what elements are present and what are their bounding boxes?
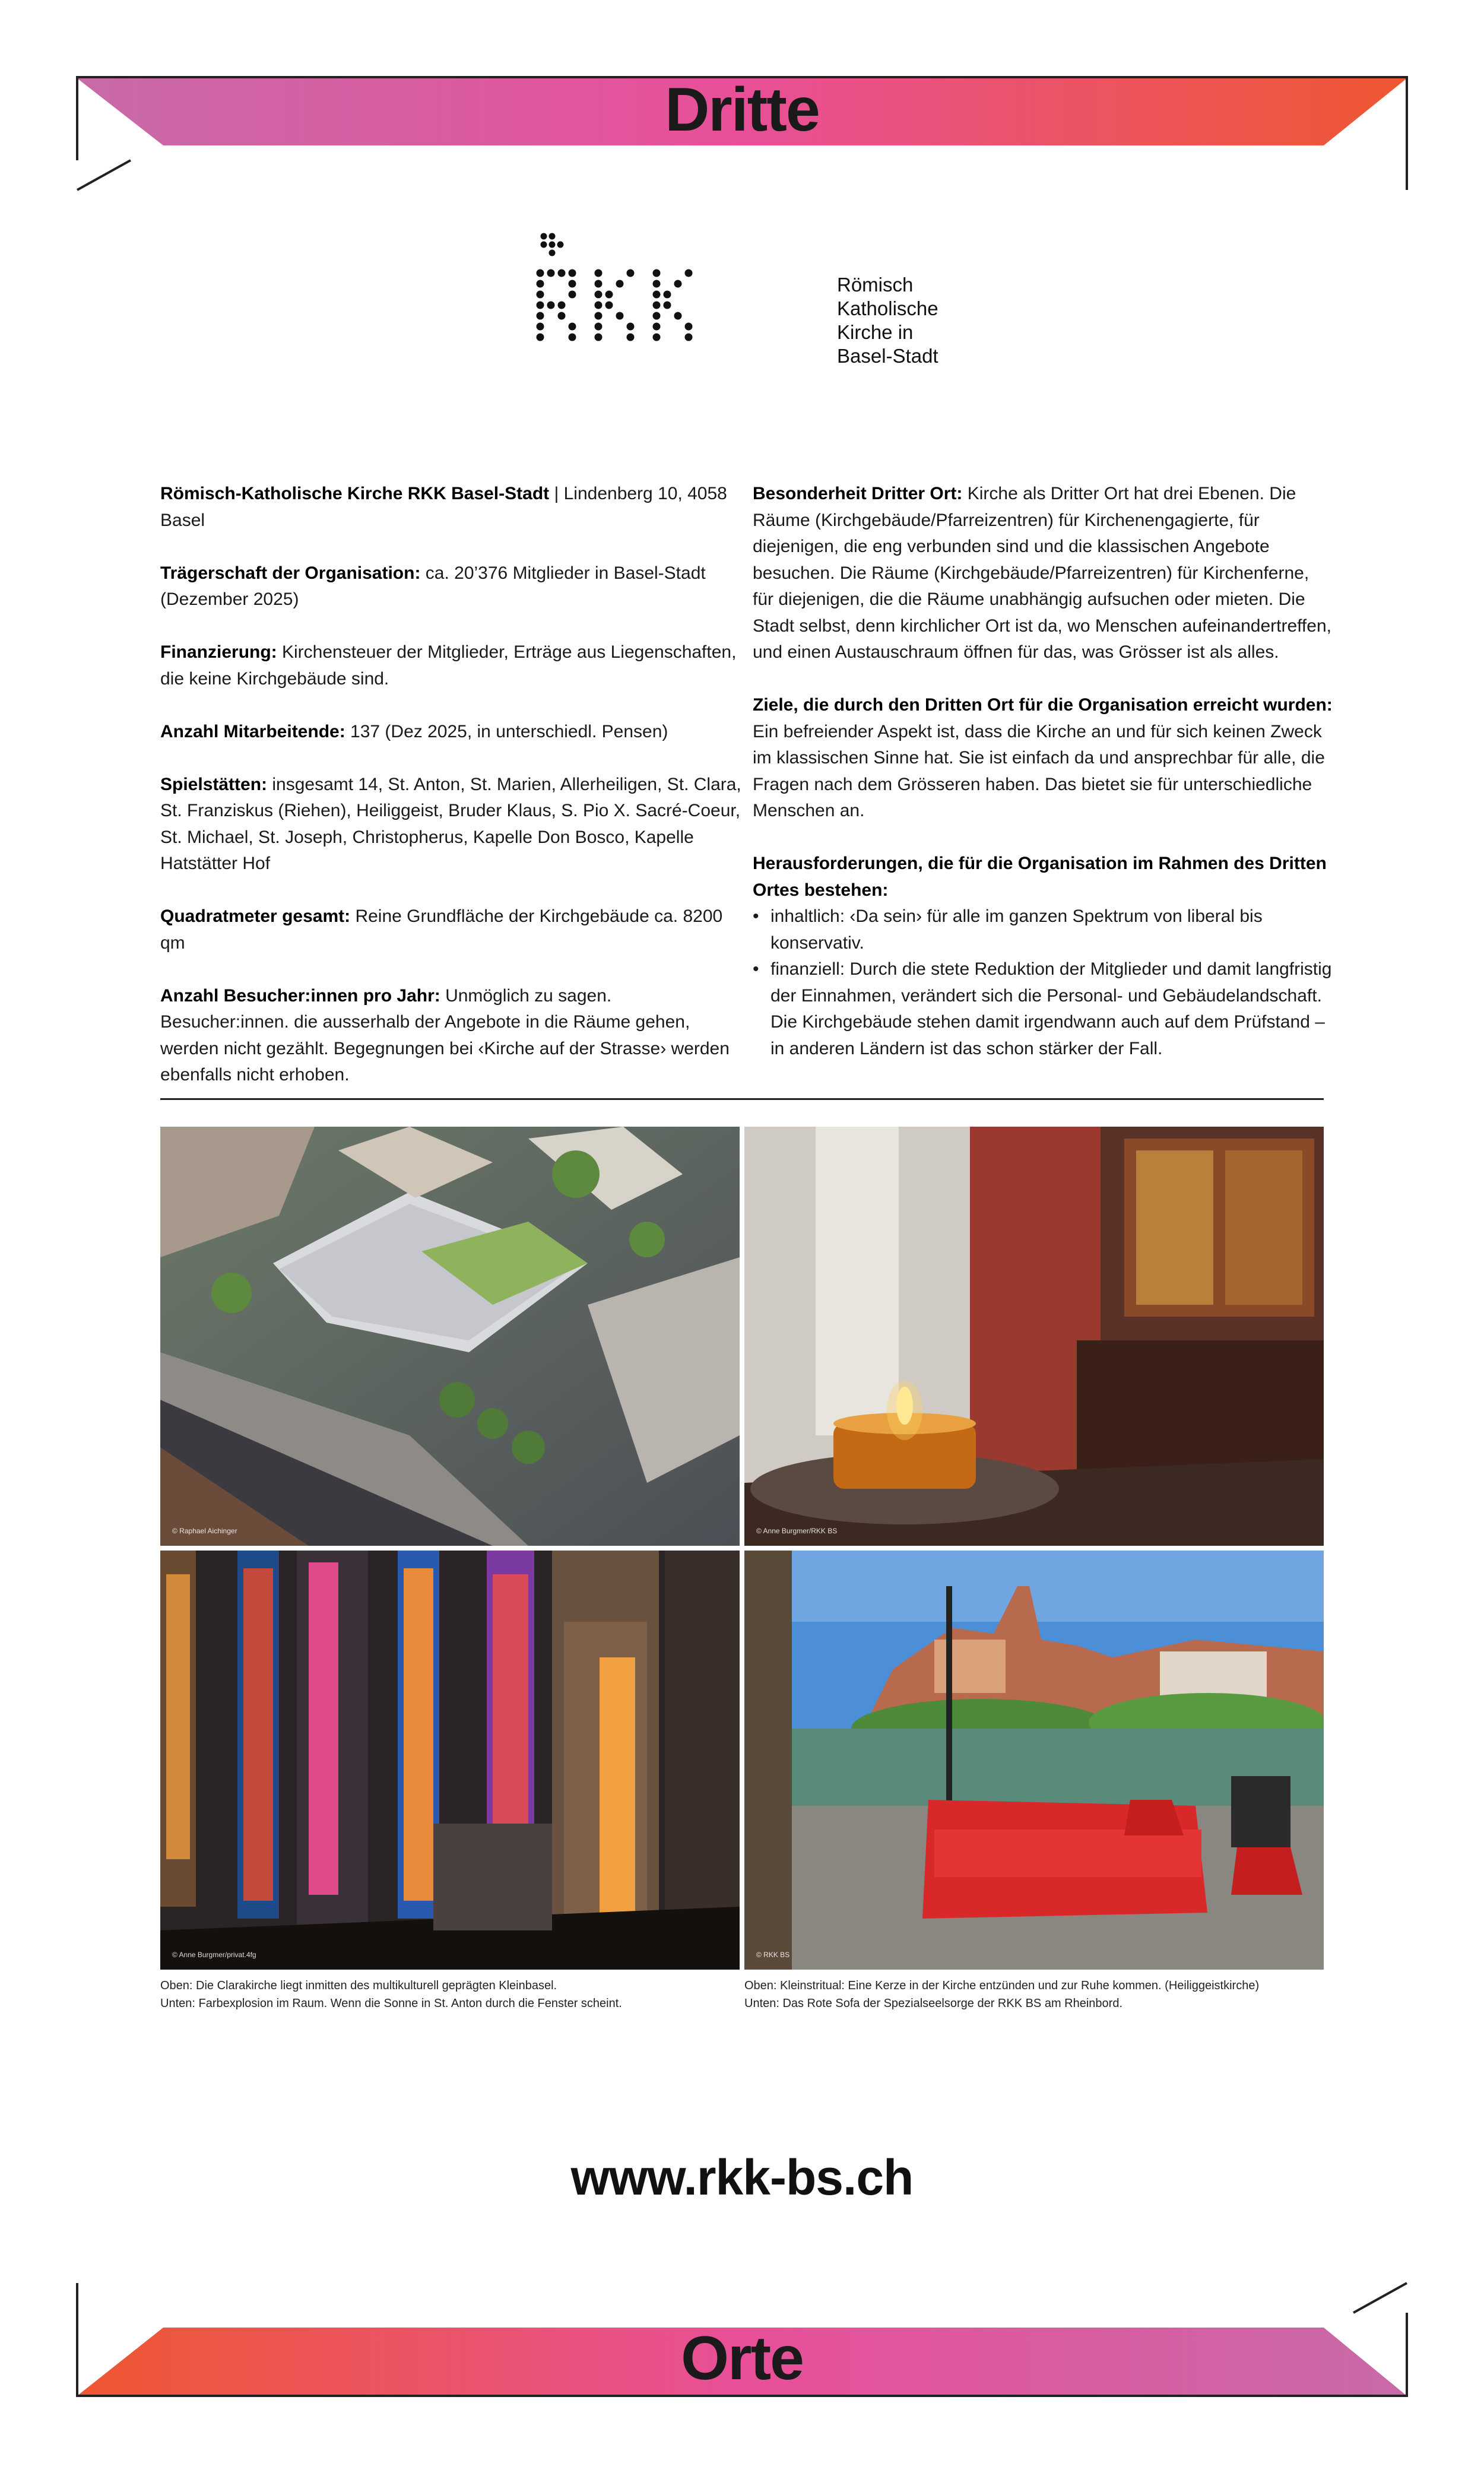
org-address: | Lindenberg 10, 4058 Basel (160, 484, 727, 530)
logo-dot (605, 302, 613, 309)
besonderheit-paragraph (753, 481, 1334, 666)
logo-dot (685, 270, 693, 277)
red-sofa-photo (744, 1551, 1324, 1970)
besucher-paragraph (160, 983, 745, 1089)
logo-dot (605, 291, 613, 299)
traegerschaft-text: ca. 20’376 Mitglieder in Basel-Stadt (Dezember 2025) (160, 563, 706, 609)
logo-dot (541, 233, 547, 240)
logo-dot (664, 291, 671, 299)
besonderheit-label: Besonderheit Dritter Ort: (753, 484, 963, 503)
caption-line: Unten: Farbexplosion im Raum. Wenn die Sonne in St. Anton durch die Fenster scheint. (160, 1997, 622, 2010)
logo-dot (558, 312, 566, 320)
logo-dot (595, 323, 603, 331)
caption-line: Oben: Kleinstritual: Eine Kerze in der Kirche entzünden und zur Ruhe kommen. (Heiliggeistkirche) (744, 1979, 1260, 1992)
logo-dot (537, 323, 544, 331)
herausforderungen-paragraph (753, 851, 1334, 903)
org-name: Römisch-Katholische Kirche RKK Basel-Stadt (160, 484, 550, 503)
logo-line-4: Basel-Stadt (837, 345, 938, 367)
mitarbeitende-label: Anzahl Mitarbeitende: (160, 721, 345, 741)
logo-dot (569, 270, 576, 277)
logo-dot (541, 242, 547, 248)
footer-banner (0, 2277, 1484, 2431)
logo-dot (549, 242, 556, 248)
logo-dot (595, 312, 603, 320)
logo-dot (595, 334, 603, 341)
logo-dot (653, 280, 661, 288)
besucher-text: Unmöglich zu sagen. Besucher:innen. die ausserhalb der Angebote in die Räume gehen, werden nicht gezählt. Begegnungen bei ‹Kirche auf der Strasse› werden ebenfalls nicht erhoben. (160, 985, 730, 1085)
logo-dot (653, 291, 661, 299)
logo-dot (569, 280, 576, 288)
quadratmeter-text: Reine Grundfläche der Kirchgebäude ca. 8200 qm (160, 906, 723, 953)
logo-dot (537, 312, 544, 320)
logo-dot (558, 302, 566, 309)
header-banner (0, 65, 1484, 220)
caption-line: Oben: Die Clarakirche liegt inmitten des multikulturell geprägten Kleinbasel. (160, 1979, 557, 1992)
photo-credit: © Anne Burgmer/privat.4fg (172, 1951, 256, 1959)
quadratmeter-label: Quadratmeter gesamt: (160, 906, 351, 926)
logo-dot (549, 250, 556, 256)
spielstaetten-text: insgesamt 14, St. Anton, St. Marien, Allerheiligen, St. Clara, St. Franziskus (Riehen), Heiliggeist, Bruder Klaus, S. Pio X. Sacré-Coeur, St. Michael, St. Joseph, Christopherus, Kapelle Don Bosco, Kapelle Hatstätter Hof (160, 774, 741, 873)
logo-dot (558, 270, 566, 277)
aerial-city-photo (160, 1127, 740, 1546)
logo-dot (537, 280, 544, 288)
mitarbeitende-text: 137 (Dez 2025, in unterschiedl. Pensen) (345, 721, 668, 741)
website-url[interactable]: www.rkk-bs.ch (570, 2149, 914, 2205)
caption-line: Unten: Das Rote Sofa der Spezialseelsorge der RKK BS am Rheinbord. (744, 1997, 1123, 2010)
logo-dot (595, 280, 603, 288)
quadratmeter-paragraph (160, 903, 745, 956)
logo-dot (653, 302, 661, 309)
mitarbeitende-paragraph (160, 719, 745, 746)
logo-dot (616, 280, 624, 288)
photo-credit: © Raphael Aichinger (172, 1527, 237, 1535)
photo-credit: © RKK BS (756, 1951, 790, 1959)
logo-dot (537, 302, 544, 309)
logo-dot (547, 302, 555, 309)
logo-dot (557, 242, 564, 248)
logo-dot (616, 312, 624, 320)
finanzierung-paragraph (160, 639, 745, 692)
logo-dot (627, 334, 635, 341)
list-item: • finanziell: Durch die stete Reduktion der Mitglieder und damit langfristig der Einnahmen, verändert sich die Personal- und Gebäudelandschaft. Die Kirchgebäude stehen damit irgendwann auch auf dem Prüfstand – in anderen Ländern ist das schon stärker der Fall. (753, 956, 1334, 1062)
logo-line-2: Katholische (837, 297, 938, 319)
logo-dot (537, 334, 544, 341)
spielstaetten-paragraph (160, 772, 745, 877)
traegerschaft-paragraph (160, 560, 745, 613)
ziele-paragraph (753, 692, 1334, 825)
left-column (160, 481, 745, 1115)
footer-title: Orte (681, 2324, 803, 2393)
logo-dot (674, 280, 682, 288)
spielstaetten-label: Spielstätten: (160, 774, 268, 794)
logo-dot (595, 270, 603, 277)
logo-dot (569, 323, 576, 331)
logo-dot (537, 291, 544, 299)
logo-dot (569, 291, 576, 299)
logo-dot (537, 270, 544, 277)
traegerschaft-label: Trägerschaft der Organisation: (160, 563, 421, 583)
logo-dot (595, 291, 603, 299)
herausforderungen-list (753, 903, 1334, 1062)
logo-dot (627, 323, 635, 331)
logo-dot (547, 270, 555, 277)
stained-glass-photo (160, 1551, 740, 1970)
logo-dot (627, 270, 635, 277)
right-column (753, 481, 1334, 1062)
rkk-logo (534, 232, 962, 374)
ziele-text: Ein befreiender Aspekt ist, dass die Kirche an und für sich keinen Zweck im klassischen Sinne hat. Sie ist einfach da und ansprechbar für alle, die Fragen nach dem Grösseren haben. Das bietet sie für unterschiedliche Menschen an. (753, 721, 1325, 820)
caption-left (160, 1977, 742, 2012)
candle-photo (744, 1127, 1324, 1546)
besonderheit-text: Kirche als Dritter Ort hat drei Ebenen. Die Räume (Kirchgebäude/Pfarreizentren) für Kirchenengagierte, für diejenigen, die eng verbunden sind und die klassischen Angebote besuchen. Die Räume (Kirchgebäude/Pfarreizentren) für Kirchenferne, für diejenigen, die die Räume unabhängig aufsuchen oder mieten. Die Stadt selbst, denn kirchlicher Ort ist da, wo Menschen aufeinandertreffen, und einen Austauschraum öffnen für das, was Grösser ist als alles. (753, 484, 1331, 662)
herausforderungen-label: Herausforderungen, die für die Organisation im Rahmen des Dritten Ortes bestehen: (753, 854, 1327, 900)
logo-dot (653, 323, 661, 331)
list-item: • inhaltlich: ‹Da sein› für alle im ganzen Spektrum von liberal bis konservativ. (753, 903, 1334, 956)
logo-dot (685, 323, 693, 331)
besucher-label: Anzahl Besucher:innen pro Jahr: (160, 985, 440, 1006)
logo-dot (653, 334, 661, 341)
logo-dot (653, 312, 661, 320)
logo-dot (569, 334, 576, 341)
logo-subtitle (837, 273, 938, 368)
logo-line-1: Römisch (837, 274, 914, 296)
finanzierung-label: Finanzierung: (160, 642, 277, 662)
logo-dot (595, 302, 603, 309)
ziele-label: Ziele, die durch den Dritten Ort für die Organisation erreicht wurden: (753, 695, 1333, 715)
logo-dot (653, 270, 661, 277)
logo-dot (674, 312, 682, 320)
section-divider (160, 1098, 1324, 1100)
logo-line-3: Kirche in (837, 321, 914, 343)
logo-dot (685, 334, 693, 341)
address-paragraph (160, 481, 745, 534)
photo-credit: © Anne Burgmer/RKK BS (756, 1527, 838, 1535)
header-title: Dritte (665, 75, 819, 144)
logo-dot (664, 302, 671, 309)
caption-right (744, 1977, 1326, 2012)
finanzierung-text: Kirchensteuer der Mitglieder, Erträge aus Liegenschaften, die keine Kirchgebäude sind. (160, 642, 737, 689)
rkk-dot-wordmark (534, 232, 831, 374)
logo-dot (549, 233, 556, 240)
